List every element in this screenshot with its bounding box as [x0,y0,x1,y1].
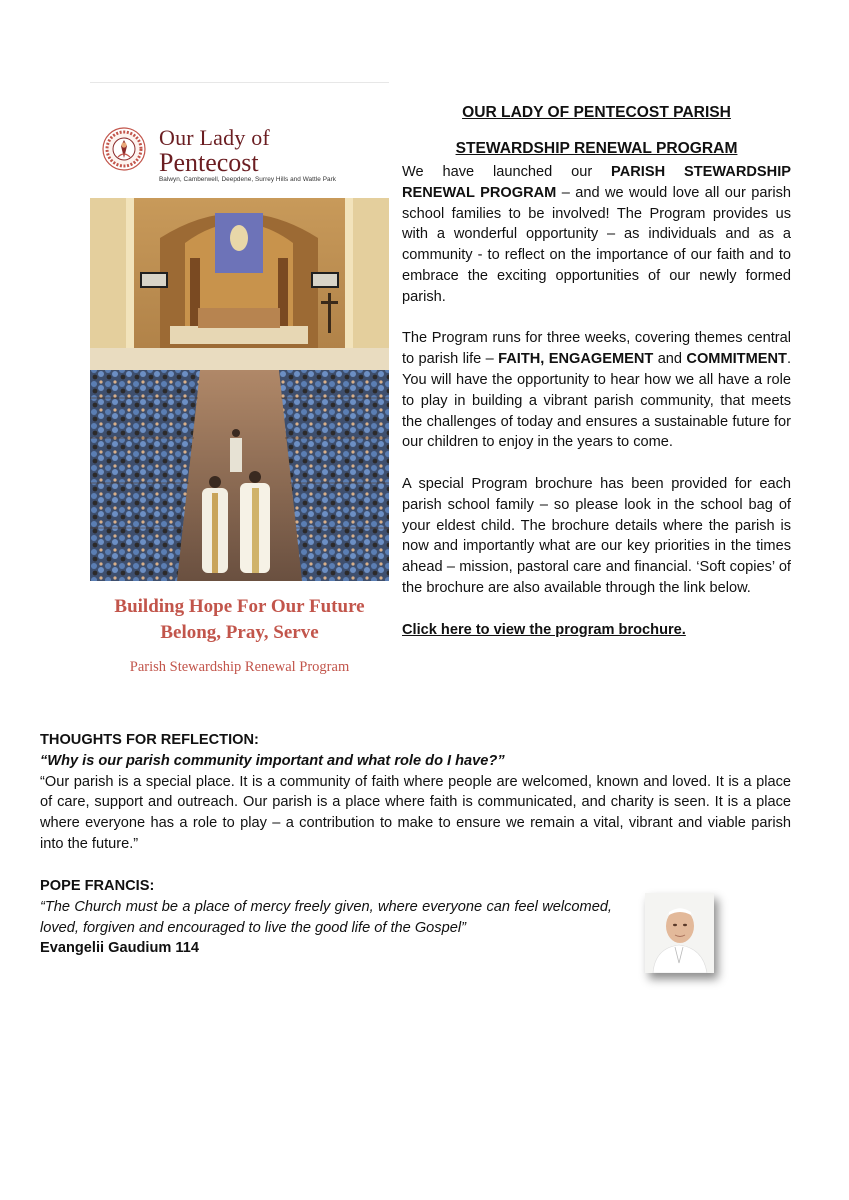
p1-bold-program: PARISH STEWARDSHIP RENEWAL PROGRAM [402,164,791,201]
pope-quote: “The Church must be a place of mercy freely given, where everyone can feel welcomed, loved, forgiven and encouraged to live the good life of the Gospel” [40,898,612,936]
p2-bold-commitment: COMMITMENT [686,351,787,368]
reflection-body: “Our parish is a special place. It is a community of faith where people are welcomed, known and loved. It is a place of care, support and outreach. Our parish is a place where faith is communicated, and charity is seen. It is a place where everyone has a role to play – a contribution to make to ensure we remain a vital, vibrant and viable parish into the future.” [40,773,791,852]
logo-line-2: Pentecost [159,148,259,177]
parish-crest-icon [102,127,146,171]
p2-text-a: The Program runs for three weeks, covering themes central to parish life – [402,330,791,368]
brochure-tagline-3: Parish Stewardship Renewal Program [129,659,350,675]
article-paragraph-3: A special Program brochure has been provided for each parish school family – so please look in the school bag of your eldest child. The brochure details where the parish is now and importantly what are our key priorities in the times ahead – mission, pastoral care and financial. ‘Soft copies’ of the brochure are also available through the link below. [402,475,791,596]
article-paragraph-2 [402,328,791,453]
reflection-heading: THOUGHTS FOR REFLECTION: [40,732,259,748]
article-paragraph-1 [402,162,791,308]
brochure-tagline-1: Building Hope For Our Future [114,596,365,617]
pope-francis-photo [645,893,714,973]
p2-bold-themes: FAITH, ENGAGEMENT [498,351,654,368]
article-heading-program: STEWARDSHIP RENEWAL PROGRAM [455,140,738,157]
program-brochure-cover [90,82,389,701]
p2-text-e: . You will have the opportunity to hear how we all have a role to play in building a vibrant parish community, that meets the challenges of today and ensures a sustainable future for our children to enjoy in the years to come. [402,351,791,451]
pope-heading: POPE FRANCIS: [40,878,155,894]
reflection-section [40,730,791,855]
p2-text-c: and [653,351,687,368]
logo-line-1: Our Lady of [159,125,270,150]
reflection-question: “Why is our parish community important and what role do I have?” [40,752,505,769]
pope-quote-source: Evangelii Gaudium 114 [40,940,199,957]
p1-text-a: We have launched our [402,164,612,180]
program-article [402,100,791,640]
logo-subtitle: Balwyn, Camberwell, Deepdene, Surrey Hills and Wattle Park [159,176,337,183]
article-heading-parish: OUR LADY OF PENTECOST PARISH [462,104,731,121]
p1-text-c: – and we would love all our parish school families to be involved! The Program provides us with a wonderful opportunity – as individuals and as a community - to reflect on the importance of our faith and to embrace the exciting opportunities of our newly formed parish. [402,184,791,305]
brochure-tagline-2: Belong, Pray, Serve [160,622,319,643]
brochure-link[interactable]: Click here to view the program brochure. [402,621,686,638]
church-interior-photo [90,198,389,581]
